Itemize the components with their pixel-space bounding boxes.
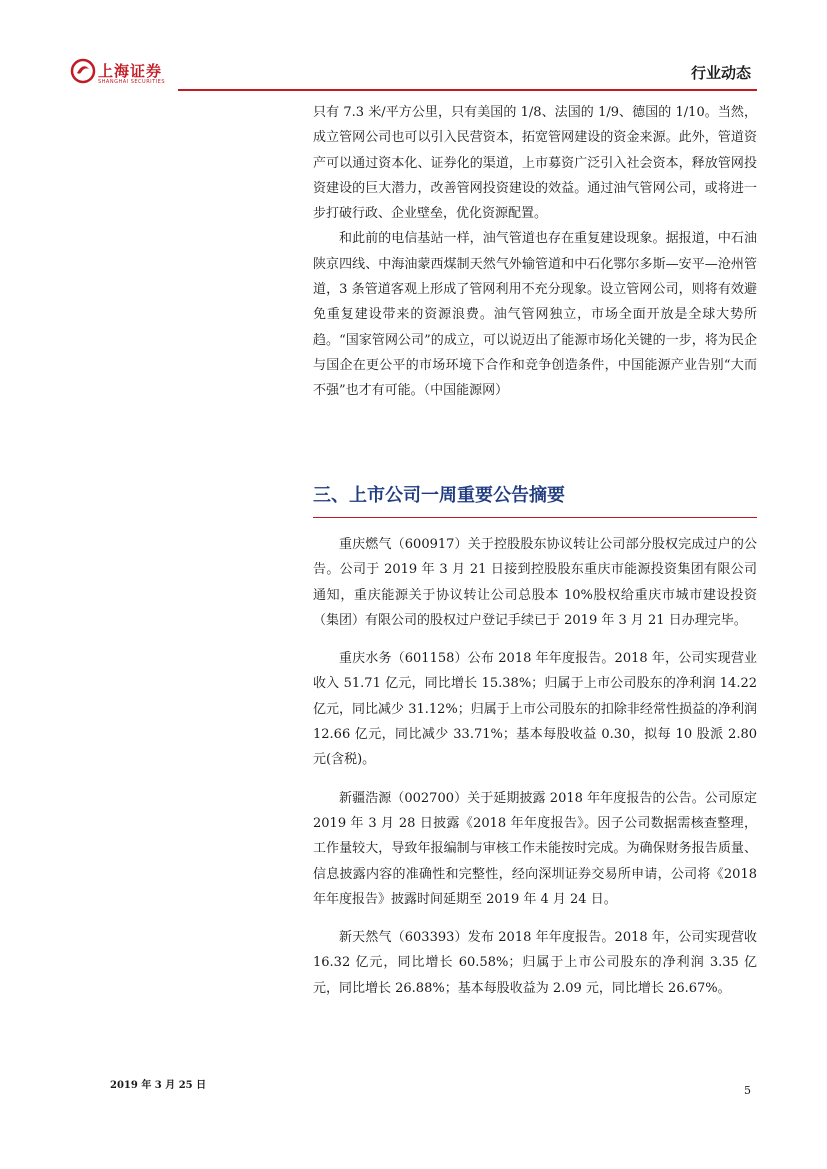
- logo-subtitle: SHANGHAI SECURITIES: [98, 79, 166, 85]
- logo-emblem-icon: [70, 58, 96, 84]
- section-divider: [313, 517, 757, 518]
- section-heading: 三、上市公司一周重要公告摘要: [313, 485, 565, 506]
- paragraph: 和此前的电信基站一样，油气管道也存在重复建设现象。据报道，中石油陕京四线、中海油蒙西煤制天然气外输管道和中石化鄂尔多斯—安平—沧州管道，3 条管道客观上形成了管网利用不充分现象。设立管网公司，则将有效避免重复建设带来的资源浪费。油气管网独立，市场全面开放是全球大势所趋。“国家管网公司”的成立，可以说迈出了能源市场化关键的一步，将为民企与国企在更公平的市场环境下合作和竞争创造条件，中国能源产业告别“大而不强”也才有可能。（中国能源网）: [313, 231, 757, 399]
- paragraph-continued: 只有 7.3 米/平方公里，只有美国的 1/8、法国的 1/9、德国的 1/10。当然，成立管网公司也可以引入民营资本，拓宽管网建设的资金来源。此外，管道资产可以通过资本化、证券化的渠道，上市募资广泛引入社会资本，释放管网投资建设的巨大潜力，改善管网投资建设的效益。通过油气管网公司，或将进一步打破行政、企业壁垒，优化资源配置。: [313, 105, 757, 222]
- body-text-top: [313, 100, 757, 404]
- announcement-paragraph: 新疆浩源（002700）关于延期披露 2018 年年度报告的公告。公司原定 2019 年 3 月 28 日披露《2018 年年度报告》。因子公司数据需核查整理，工作量较大，导致年报编制与审核工作未能按时完成。为确保财务报告质量、信息披露内容的准确性和完整性，经向深圳证券交易所申请，公司将《2018 年年度报告》披露时间延期至 2019 年 4 月 24 日。: [313, 790, 757, 907]
- page-footer: [110, 1076, 757, 1106]
- report-date: 2019 年 3 月 25 日: [110, 1080, 207, 1091]
- page-number: 5: [744, 1084, 751, 1097]
- company-logo: [70, 58, 180, 90]
- report-section-title: 行业动态: [690, 64, 751, 82]
- announcement-paragraph: 新天然气（603393）发布 2018 年年度报告。2018 年，公司实现营收 16.32 亿元，同比增长 60.58%；归属于上市公司股东的净利润 3.35 亿元，同比增长 26.88%；基本每股收益为 2.09 元，同比增长 26.67%。: [313, 930, 757, 996]
- announcements-list: [313, 532, 757, 1001]
- header-divider: [178, 89, 757, 91]
- page-header: [70, 58, 757, 92]
- announcement-paragraph: 重庆水务（601158）公布 2018 年年度报告。2018 年，公司实现营业收入 51.71 亿元，同比增长 15.38%；归属于上市公司股东的净利润 14.22 亿元，同比减少 31.12%；归属于上市公司股东的扣除非经常性损益的净利润 12.66 亿元，同比减少 33.71%；基本每股收益 0.30，拟每 10 股派 2.80 元(含税)。: [313, 651, 757, 768]
- logo-name: 上海证券: [98, 62, 163, 80]
- announcement-paragraph: 重庆燃气（600917）关于控股股东协议转让公司部分股权完成过户的公告。公司于 2019 年 3 月 21 日接到控股股东重庆市能源投资集团有限公司通知，重庆能源关于协议转让公司总股本 10%股权给重庆市城市建设投资（集团）有限公司的股权过户登记手续已于 2019 年 3 月 21 日办理完毕。: [313, 537, 757, 628]
